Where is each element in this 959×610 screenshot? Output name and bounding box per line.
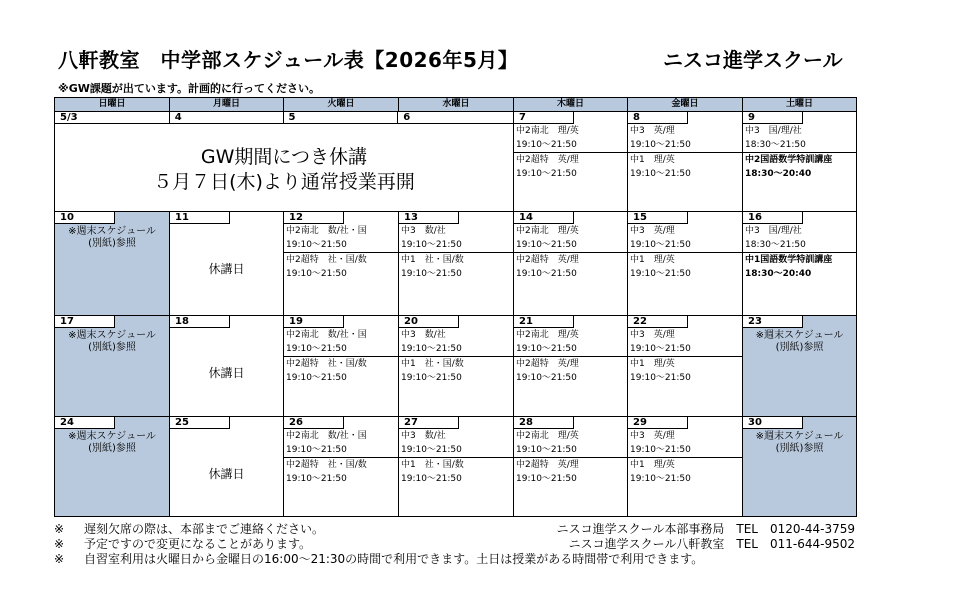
date-label: 25 [170,417,230,429]
weekend-note-line2: (別紙)参照 [88,443,136,454]
class-name: 中2南北 理/英 [516,330,579,340]
week-row [55,212,857,316]
day-cell-thu [514,316,628,417]
class-name: 中2南北 数/社・国 [286,431,367,441]
class-entry [628,224,742,253]
week-row [55,417,857,517]
class-name: 中2超特 英/理 [516,359,579,369]
class-name: 中1国語数学特訓講座 [745,255,833,265]
class-entry [399,253,513,281]
class-name: 中2超特 英/理 [516,460,579,470]
class-time: 19:10～21:50 [286,373,347,383]
class-time: 19:10～21:50 [630,269,691,279]
class-entry [514,124,627,153]
class-name: 中3 国/理/社 [745,126,802,136]
weekend-note [55,224,169,250]
class-name: 中3 数/社 [401,226,446,236]
class-name: 中2超特 社・国/数 [286,460,367,470]
date-label: 5 [284,112,399,124]
date-label: 23 [743,316,803,328]
day-cell-sat [743,212,857,316]
class-time: 19:10～21:50 [286,445,347,455]
day-cell-thu [514,112,628,212]
class-entry [628,328,742,357]
class-entry [284,328,398,357]
class-time: 19:10～21:50 [516,240,577,250]
date-label: 4 [170,112,284,124]
class-entry [399,224,513,253]
date-label: 5/3 [55,112,170,124]
class-time: 18:30～20:40 [745,269,812,279]
date-label: 20 [399,316,459,328]
class-time: 19:10～21:50 [516,373,577,383]
date-label: 12 [284,212,344,224]
class-entry [399,328,513,357]
class-name: 中1 社・国/数 [401,460,464,470]
day-cell-mon [170,316,284,417]
holiday-line1: GW期間につき休講 [200,146,368,168]
class-entry [628,357,742,385]
class-entry [628,458,742,486]
week-row [55,316,857,417]
day-cell-wed [399,417,514,517]
weekend-note [55,429,169,455]
class-name: 中1 理/英 [630,359,675,369]
footer-note-3 [54,550,703,567]
class-name: 中2南北 理/英 [516,126,579,136]
class-entry [628,429,742,458]
class-entry [514,429,627,458]
date-label: 10 [55,212,115,224]
weekend-note [743,328,856,354]
day-cell-wed [399,316,514,417]
day-cell-sun [55,417,170,517]
class-time: 19:10～21:50 [401,269,462,279]
class-entry [514,357,627,385]
date-label: 8 [628,112,688,124]
class-name: 中3 数/社 [401,431,446,441]
holiday-line2: ５月７日(木)より通常授業再開 [153,171,415,193]
weekend-note [55,328,169,354]
class-entry [399,429,513,458]
week-row [55,112,857,212]
day-cell-fri [628,112,743,212]
note-mark: ※ [54,522,65,536]
class-entry [743,253,856,281]
class-time: 19:10～21:50 [516,169,577,179]
class-time: 19:10～21:50 [516,474,577,484]
class-name: 中2超特 英/理 [516,255,579,265]
weekend-note-line2: (別紙)参照 [775,342,824,353]
class-time: 19:10～21:50 [630,474,691,484]
day-cell-fri [628,417,743,517]
day-cell-thu [514,417,628,517]
page-title: 八軒教室 中学部スケジュール表【2026年5月】 [58,48,519,72]
class-entry [743,124,856,153]
day-cell-sun [55,316,170,417]
date-label: 11 [170,212,230,224]
weekend-note-line1: ※週末スケジュール [755,431,844,442]
date-label: 24 [55,417,115,429]
class-entry [399,357,513,385]
gw-notice: ※GW課題が出ています。計画的に行ってください。 [58,82,320,95]
class-time: 19:10～21:50 [286,474,347,484]
class-name: 中2超特 社・国/数 [286,359,367,369]
class-name: 中2超特 英/理 [516,155,579,165]
class-name: 中2南北 数/社・国 [286,226,367,236]
date-label: 6 [398,112,513,124]
class-name: 中3 英/理 [630,330,675,340]
weekday-wed: 水曜日 [399,98,514,112]
weekday-header-row [55,98,857,112]
class-entry [514,328,627,357]
day-cell-tue [284,316,399,417]
class-entry [514,253,627,281]
note-text: 遅刻欠席の際は、本部までご連絡ください。 [84,522,325,536]
date-label: 28 [514,417,574,429]
class-time: 19:10～21:50 [401,373,462,383]
class-entry [743,224,856,253]
class-name: 中3 数/社 [401,330,446,340]
class-time: 19:10～21:50 [401,344,462,354]
class-time: 18:30～21:50 [745,140,806,150]
class-name: 中1 社・国/数 [401,255,464,265]
weekday-fri: 金曜日 [628,98,743,112]
class-name: 中1 理/英 [630,155,675,165]
weekend-note-line1: ※週末スケジュール [68,226,156,237]
weekend-note-line2: (別紙)参照 [775,443,824,454]
weekday-sat: 土曜日 [743,98,857,112]
class-name: 中2超特 社・国/数 [286,255,367,265]
day-cell-sat [743,417,857,517]
class-time: 18:30～20:40 [745,169,812,179]
day-cell-sun [55,212,170,316]
school-name: ニスコ進学スクール [663,48,843,72]
date-label: 27 [399,417,459,429]
class-time: 19:10～21:50 [401,445,462,455]
day-cell-thu [514,212,628,316]
note-mark: ※ [54,552,65,566]
class-name: 中3 英/理 [630,126,675,136]
date-label: 9 [743,112,803,124]
closed-label: 休講日 [208,366,245,380]
date-label: 29 [628,417,688,429]
contact-head-office: ニスコ進学スクール本部事務局 TEL 0120-44-3759 [556,522,855,536]
class-time: 19:10～21:50 [516,445,577,455]
class-entry [743,153,856,181]
day-cell-mon [170,417,284,517]
holiday-block [55,112,514,212]
gw-holiday-message [55,125,513,195]
class-entry [284,357,398,385]
date-label: 30 [743,417,803,429]
class-name: 中1 理/英 [630,460,675,470]
date-label: 19 [284,316,344,328]
class-time: 19:10～21:50 [286,344,347,354]
weekday-sun: 日曜日 [55,98,170,112]
day-cell-sat [743,316,857,417]
weekend-note-line2: (別紙)参照 [88,342,136,353]
class-time: 19:10～21:50 [516,269,577,279]
class-time: 19:10～21:50 [630,240,691,250]
class-name: 中2国語数学特訓講座 [745,155,833,165]
day-cell-wed [399,212,514,316]
date-label: 18 [170,316,230,328]
date-label: 26 [284,417,344,429]
date-label: 17 [55,316,115,328]
class-name: 中3 英/理 [630,226,675,236]
class-entry [628,253,742,281]
class-time: 19:10～21:50 [401,240,462,250]
class-name: 中1 理/英 [630,255,675,265]
class-name: 中3 英/理 [630,431,675,441]
weekday-thu: 木曜日 [514,98,628,112]
day-cell-tue [284,417,399,517]
date-label: 22 [628,316,688,328]
class-entry [284,429,398,458]
note-text: 予定ですので変更になることがあります。 [84,537,312,551]
date-label: 7 [514,112,574,124]
date-label: 15 [628,212,688,224]
class-name: 中1 社・国/数 [401,359,464,369]
day-cell-fri [628,316,743,417]
class-name: 中2南北 数/社・国 [286,330,367,340]
class-time: 19:10～21:50 [286,269,347,279]
class-entry [514,458,627,486]
class-time: 19:10～21:50 [630,140,691,150]
weekend-note-line1: ※週末スケジュール [755,330,844,341]
day-cell-tue [284,212,399,316]
weekend-note-line1: ※週末スケジュール [68,330,156,341]
class-time: 19:10～21:50 [630,169,691,179]
schedule-calendar [54,97,857,517]
class-time: 19:10～21:50 [630,445,691,455]
class-entry [514,153,627,181]
class-entry [399,458,513,486]
day-cell-fri [628,212,743,316]
weekday-mon: 月曜日 [170,98,284,112]
class-entry [284,458,398,486]
class-time: 19:10～21:50 [516,344,577,354]
class-entry [284,224,398,253]
class-time: 19:10～21:50 [516,140,577,150]
contact-hachiken: ニスコ進学スクール八軒教室 TEL 011-644-9502 [568,537,855,551]
day-cell-sat [743,112,857,212]
date-label: 21 [514,316,574,328]
class-entry [628,124,742,153]
note-text: 自習室利用は火曜日から金曜日の16:00～21:30の時間で利用できます。土日は授業がある時間帯で利用できます。 [84,552,704,566]
class-entry [514,224,627,253]
date-label: 13 [399,212,459,224]
weekend-note [743,429,856,455]
class-name: 中2南北 理/英 [516,431,579,441]
class-entry [628,153,742,181]
class-entry [284,253,398,281]
day-cell-mon [170,212,284,316]
date-label: 16 [743,212,803,224]
weekday-tue: 火曜日 [284,98,399,112]
closed-label: 休講日 [208,262,245,276]
weekend-note-line1: ※週末スケジュール [68,431,156,442]
class-time: 19:10～21:50 [630,373,691,383]
date-label: 14 [514,212,574,224]
closed-label: 休講日 [208,467,245,481]
class-name: 中2南北 理/英 [516,226,579,236]
class-name: 中3 国/理/社 [745,226,802,236]
note-mark: ※ [54,537,65,551]
weekend-note-line2: (別紙)参照 [88,238,136,249]
class-time: 18:30～21:50 [745,240,806,250]
class-time: 19:10～21:50 [401,474,462,484]
class-time: 19:10～21:50 [286,240,347,250]
class-time: 19:10～21:50 [630,344,691,354]
